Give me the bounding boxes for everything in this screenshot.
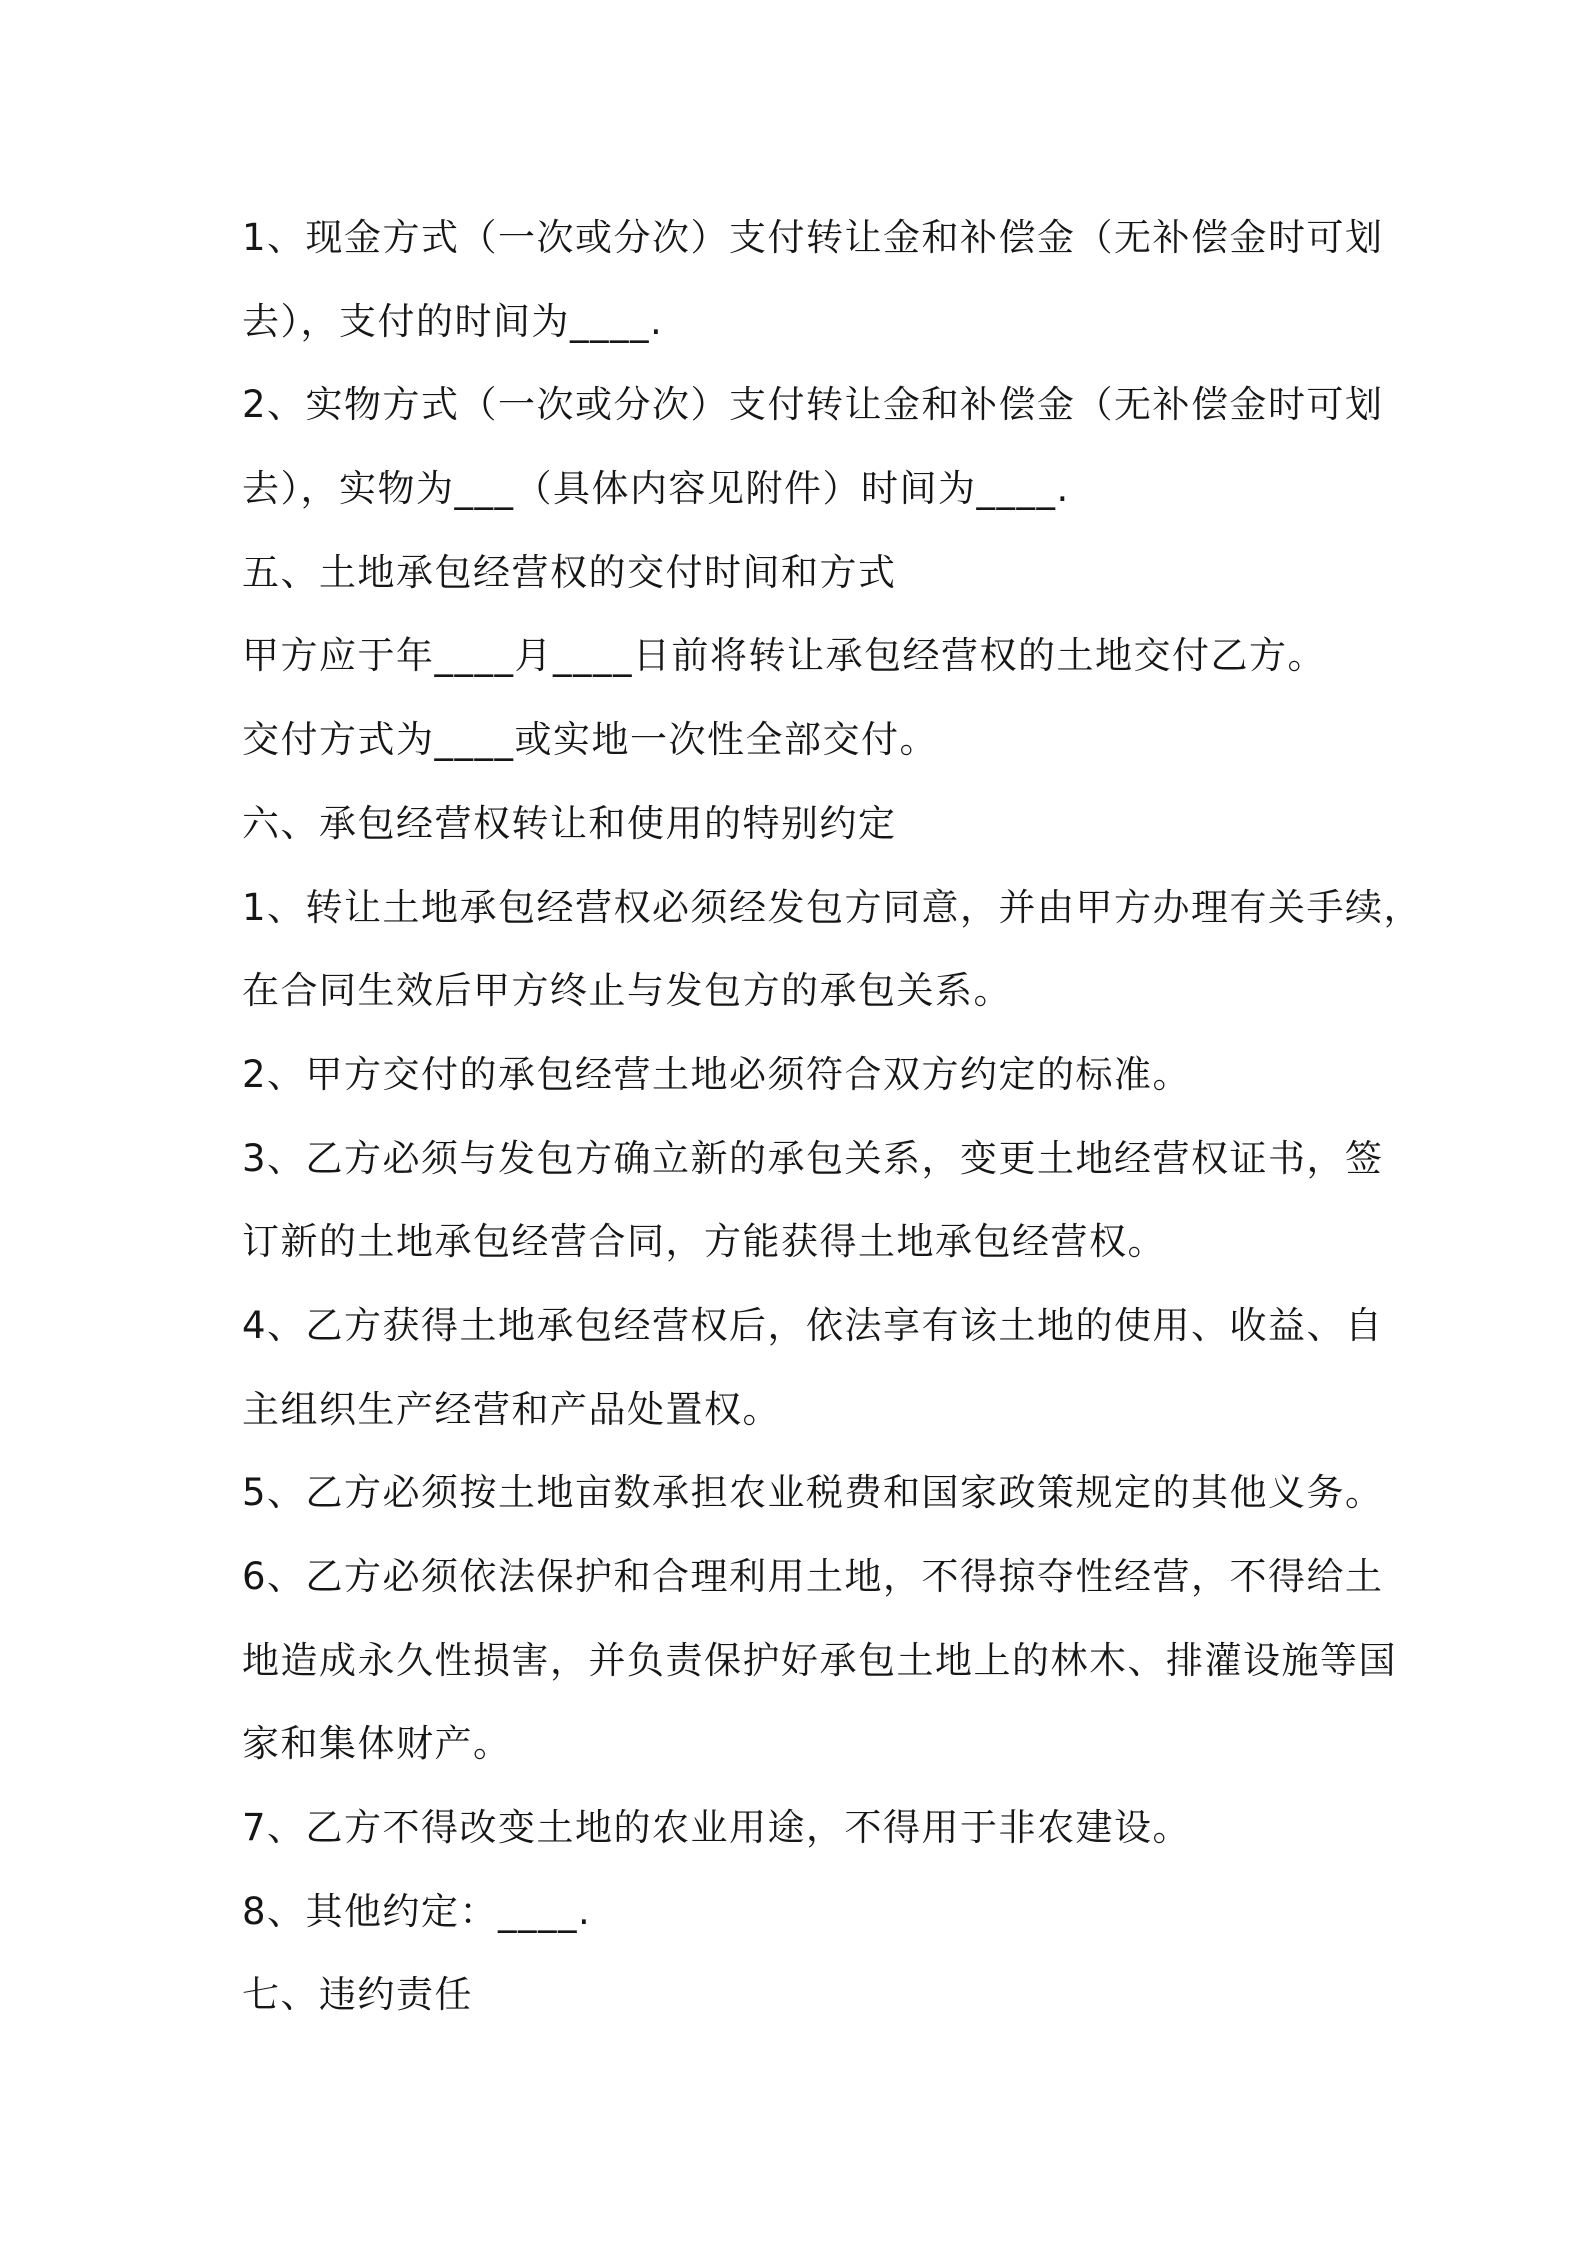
text-line: 4、乙方获得土地承包经营权后，依法享有该土地的使用、收益、自 [242,1303,1384,1347]
text-line: 2、实物方式（一次或分次）支付转让金和补偿金（无补偿金时可划 [242,383,1384,427]
text-line: 7、乙方不得改变土地的农业用途，不得用于非农建设。 [242,1806,1192,1850]
text-line: 家和集体财产。 [242,1722,512,1766]
text-line: 去），支付的时间为____. [242,299,664,343]
text-line: 3、乙方必须与发包方确立新的承包关系，变更土地经营权证书，签 [242,1136,1384,1180]
section-heading: 六、承包经营权转让和使用的特别约定 [242,801,897,845]
text-line: 2、甲方交付的承包经营土地必须符合双方约定的标准。 [242,1052,1192,1096]
section-heading: 七、违约责任 [242,1973,473,2017]
text-line: 8、其他约定：____. [242,1889,592,1933]
text-line: 在合同生效后甲方终止与发包方的承包关系。 [242,969,1012,1013]
text-line: 主组织生产经营和产品处置权。 [242,1387,781,1431]
text-line: 地造成永久性损害，并负责保护好承包土地上的林木、排灌设施等国 [242,1638,1397,1682]
text-line: 订新的土地承包经营合同，方能获得土地承包经营权。 [242,1220,1166,1264]
document-body [242,196,1423,2037]
text-line: 去），实物为___（具体内容见附件）时间为____. [242,467,1070,511]
text-line: 甲方应于年____月____日前将转让承包经营权的土地交付乙方。 [242,634,1326,678]
text-line: 1、转让土地承包经营权必须经发包方同意，并由甲方办理有关手续， [242,885,1423,929]
text-line: 交付方式为____或实地一次性全部交付。 [242,718,938,762]
text-line: 1、现金方式（一次或分次）支付转让金和补偿金（无补偿金时可划 [242,216,1384,259]
text-line: 5、乙方必须按土地亩数承担农业税费和国家政策规定的其他义务。 [242,1471,1384,1515]
text-line: 6、乙方必须依法保护和合理利用土地，不得掠夺性经营，不得给土 [242,1555,1384,1598]
section-heading: 五、土地承包经营权的交付时间和方式 [242,550,897,594]
